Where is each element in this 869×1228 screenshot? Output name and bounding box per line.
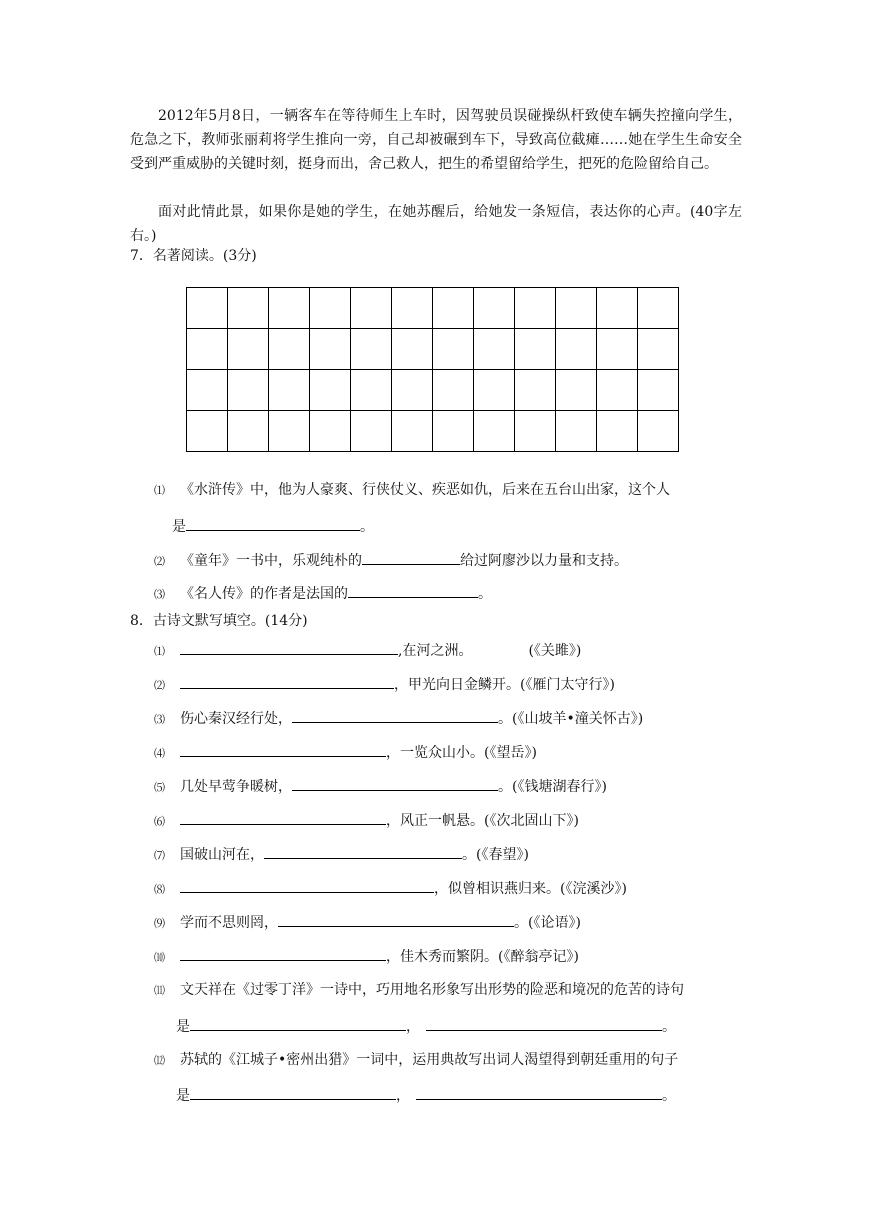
q8-item-9 — [154, 912, 581, 934]
passage-paragraph-2: 面对此情此景，如果你是她的学生，在她苏醒后，给她发一条短信，表达你的心声。(40字左右。) — [130, 204, 742, 244]
item-number: ⑹ — [154, 815, 165, 828]
answer-blank[interactable] — [292, 776, 498, 791]
answer-grid[interactable] — [186, 287, 679, 452]
grid-cell[interactable] — [597, 329, 638, 370]
q8-item-12-continuation — [176, 1085, 676, 1106]
grid-cell[interactable] — [638, 411, 679, 452]
q7-item-3 — [154, 583, 492, 605]
item-text: ,在河之洲。 — [398, 643, 473, 659]
grid-cell[interactable] — [515, 288, 556, 329]
item-text: 学而不思则罔， — [180, 915, 278, 931]
grid-cell[interactable] — [187, 329, 228, 370]
item-text: 。(《山坡羊•潼关怀古》) — [498, 711, 644, 727]
grid-cell[interactable] — [228, 411, 269, 452]
grid-cell[interactable] — [351, 288, 392, 329]
grid-cell[interactable] — [351, 370, 392, 411]
answer-blank[interactable] — [416, 1085, 662, 1100]
grid-cell[interactable] — [187, 288, 228, 329]
answer-blank[interactable] — [292, 708, 498, 723]
item-text: 。 — [360, 519, 374, 535]
answer-blank[interactable] — [186, 516, 360, 531]
grid-cell[interactable] — [638, 370, 679, 411]
grid-cell[interactable] — [228, 370, 269, 411]
grid-cell[interactable] — [556, 411, 597, 452]
grid-cell[interactable] — [474, 370, 515, 411]
grid-cell[interactable] — [310, 370, 351, 411]
q8-item-6 — [154, 810, 579, 832]
item-text: 《水浒传》中，他为人豪爽、行侠仗义、疾恶如仇，后来在五台山出家，这个人 — [180, 482, 670, 498]
q7-item-1-continuation — [172, 516, 374, 537]
item-number: ⑵ — [154, 679, 165, 692]
q8-item-1 — [154, 640, 581, 662]
item-source: (《关雎》) — [528, 643, 582, 659]
grid-cell[interactable] — [433, 288, 474, 329]
item-text: ，一览众山小。(《望岳》) — [386, 745, 537, 761]
question-7-title: 7．名著阅读。(3分) — [130, 248, 257, 264]
item-text: 是 — [172, 519, 186, 535]
item-text: 。 — [478, 586, 492, 602]
grid-cell[interactable] — [269, 370, 310, 411]
grid-cell[interactable] — [269, 411, 310, 452]
grid-cell[interactable] — [310, 329, 351, 370]
q8-item-4 — [154, 742, 537, 764]
grid-cell[interactable] — [187, 370, 228, 411]
grid-cell[interactable] — [392, 288, 433, 329]
item-text: 。(《春望》) — [462, 847, 529, 863]
item-text: 《童年》一书中，乐观纯朴的 — [180, 553, 362, 569]
answer-blank[interactable] — [348, 583, 478, 598]
item-text: 文天祥在《过零丁洋》一诗中，巧用地名形象写出形势的险恶和境况的危苦的诗句 — [180, 982, 684, 998]
q7-item-2 — [154, 550, 628, 572]
item-text: 国破山河在， — [180, 847, 264, 863]
grid-cell[interactable] — [228, 329, 269, 370]
grid-cell[interactable] — [515, 370, 556, 411]
q8-item-5 — [154, 776, 607, 798]
q7-item-1 — [154, 480, 670, 501]
item-text: ，甲光向日金鳞开。(《雁门太守行》) — [394, 677, 615, 693]
item-text: ，似曾相识燕归来。(《浣溪沙》) — [434, 881, 627, 897]
grid-cell[interactable] — [515, 411, 556, 452]
grid-cell[interactable] — [638, 329, 679, 370]
q8-item-10 — [154, 946, 579, 968]
item-number: ⑻ — [154, 883, 165, 896]
q8-item-2 — [154, 674, 615, 696]
item-text: ，佳木秀而繁阴。(《醉翁亭记》) — [386, 949, 579, 965]
grid-cell[interactable] — [351, 329, 392, 370]
answer-blank[interactable] — [180, 878, 434, 893]
item-text: 。(《论语》) — [514, 915, 581, 931]
grid-cell[interactable] — [269, 288, 310, 329]
grid-cell[interactable] — [269, 329, 310, 370]
q8-item-11-continuation — [176, 1016, 676, 1037]
item-number: ⑴ — [154, 484, 165, 497]
grid-cell[interactable] — [392, 411, 433, 452]
answer-blank[interactable] — [264, 844, 462, 859]
q8-item-11 — [154, 980, 684, 1001]
grid-cell[interactable] — [556, 370, 597, 411]
grid-cell[interactable] — [310, 288, 351, 329]
grid-cell[interactable] — [474, 288, 515, 329]
answer-blank[interactable] — [180, 674, 394, 689]
item-text: 。 — [662, 1019, 676, 1035]
answer-blank[interactable] — [180, 946, 386, 961]
question-8-title: 8．古诗文默写填空。(14分) — [130, 613, 308, 629]
answer-blank[interactable] — [180, 810, 386, 825]
q8-item-8 — [154, 878, 627, 900]
grid-cell[interactable] — [556, 288, 597, 329]
answer-blank[interactable] — [180, 742, 386, 757]
item-number: ⑼ — [154, 917, 165, 930]
grid-cell[interactable] — [597, 411, 638, 452]
answer-blank[interactable] — [278, 912, 514, 927]
answer-blank[interactable] — [180, 640, 398, 655]
item-number: ⑸ — [154, 781, 165, 794]
grid-cell[interactable] — [351, 411, 392, 452]
grid-cell[interactable] — [392, 329, 433, 370]
item-text: 是 — [176, 1019, 190, 1035]
item-number: ⑽ — [154, 951, 165, 964]
q8-item-3 — [154, 708, 643, 730]
item-number: ⑶ — [154, 713, 165, 726]
item-number: ⑴ — [154, 645, 165, 658]
grid-cell[interactable] — [310, 411, 351, 452]
grid-cell[interactable] — [433, 329, 474, 370]
answer-blank[interactable] — [426, 1016, 662, 1031]
item-text: 。 — [662, 1088, 676, 1104]
item-number: ⑷ — [154, 747, 165, 760]
passage-paragraph-1: 2012年5月8日，一辆客车在等待师生上车时，因驾驶员误碰操纵杆致使车辆失控撞向学生，危急之下，教师张丽莉将学生推向一旁，自己却被碾到车下，导致高位截瘫……她在学生生命安全受到严重威胁的关键时刻，挺身而出，舍己救人，把生的希望留给学生，把死的危险留给自己。 — [130, 108, 742, 172]
item-number: ⑾ — [154, 984, 165, 997]
item-text: 《名人传》的作者是法国的 — [180, 586, 348, 602]
grid-row — [187, 411, 679, 452]
item-number: ⑿ — [154, 1054, 165, 1067]
item-number: ⑶ — [154, 588, 165, 601]
item-text: ， — [406, 1019, 420, 1035]
grid-cell[interactable] — [228, 288, 269, 329]
item-text: 给过阿廖沙以力量和支持。 — [460, 553, 628, 569]
grid-cell[interactable] — [433, 370, 474, 411]
grid-cell[interactable] — [597, 370, 638, 411]
grid-cell[interactable] — [597, 288, 638, 329]
item-number: ⑵ — [154, 555, 165, 568]
grid-row — [187, 370, 679, 411]
grid-cell[interactable] — [474, 329, 515, 370]
q8-item-7 — [154, 844, 529, 866]
q8-item-12 — [154, 1050, 678, 1071]
item-text: 苏轼的《江城子•密州出猎》一词中，运用典故写出词人渴望得到朝廷重用的句子 — [180, 1052, 679, 1068]
item-text: ， — [396, 1088, 410, 1104]
answer-blank[interactable] — [190, 1085, 396, 1100]
item-text: ，风正一帆悬。(《次北固山下》) — [386, 813, 579, 829]
item-text: 。(《钱塘湖春行》) — [498, 779, 607, 795]
item-number: ⑺ — [154, 849, 165, 862]
grid-row — [187, 329, 679, 370]
item-text: 伤心秦汉经行处， — [180, 711, 292, 727]
item-text: 是 — [176, 1088, 190, 1104]
answer-blank[interactable] — [190, 1016, 406, 1031]
grid-row — [187, 288, 679, 329]
grid-cell[interactable] — [638, 288, 679, 329]
item-text: 几处早莺争暖树， — [180, 779, 292, 795]
answer-blank[interactable] — [362, 550, 460, 565]
grid-cell[interactable] — [433, 411, 474, 452]
grid-cell[interactable] — [187, 411, 228, 452]
grid-cell[interactable] — [556, 329, 597, 370]
grid-cell[interactable] — [392, 370, 433, 411]
grid-cell[interactable] — [474, 411, 515, 452]
grid-cell[interactable] — [515, 329, 556, 370]
